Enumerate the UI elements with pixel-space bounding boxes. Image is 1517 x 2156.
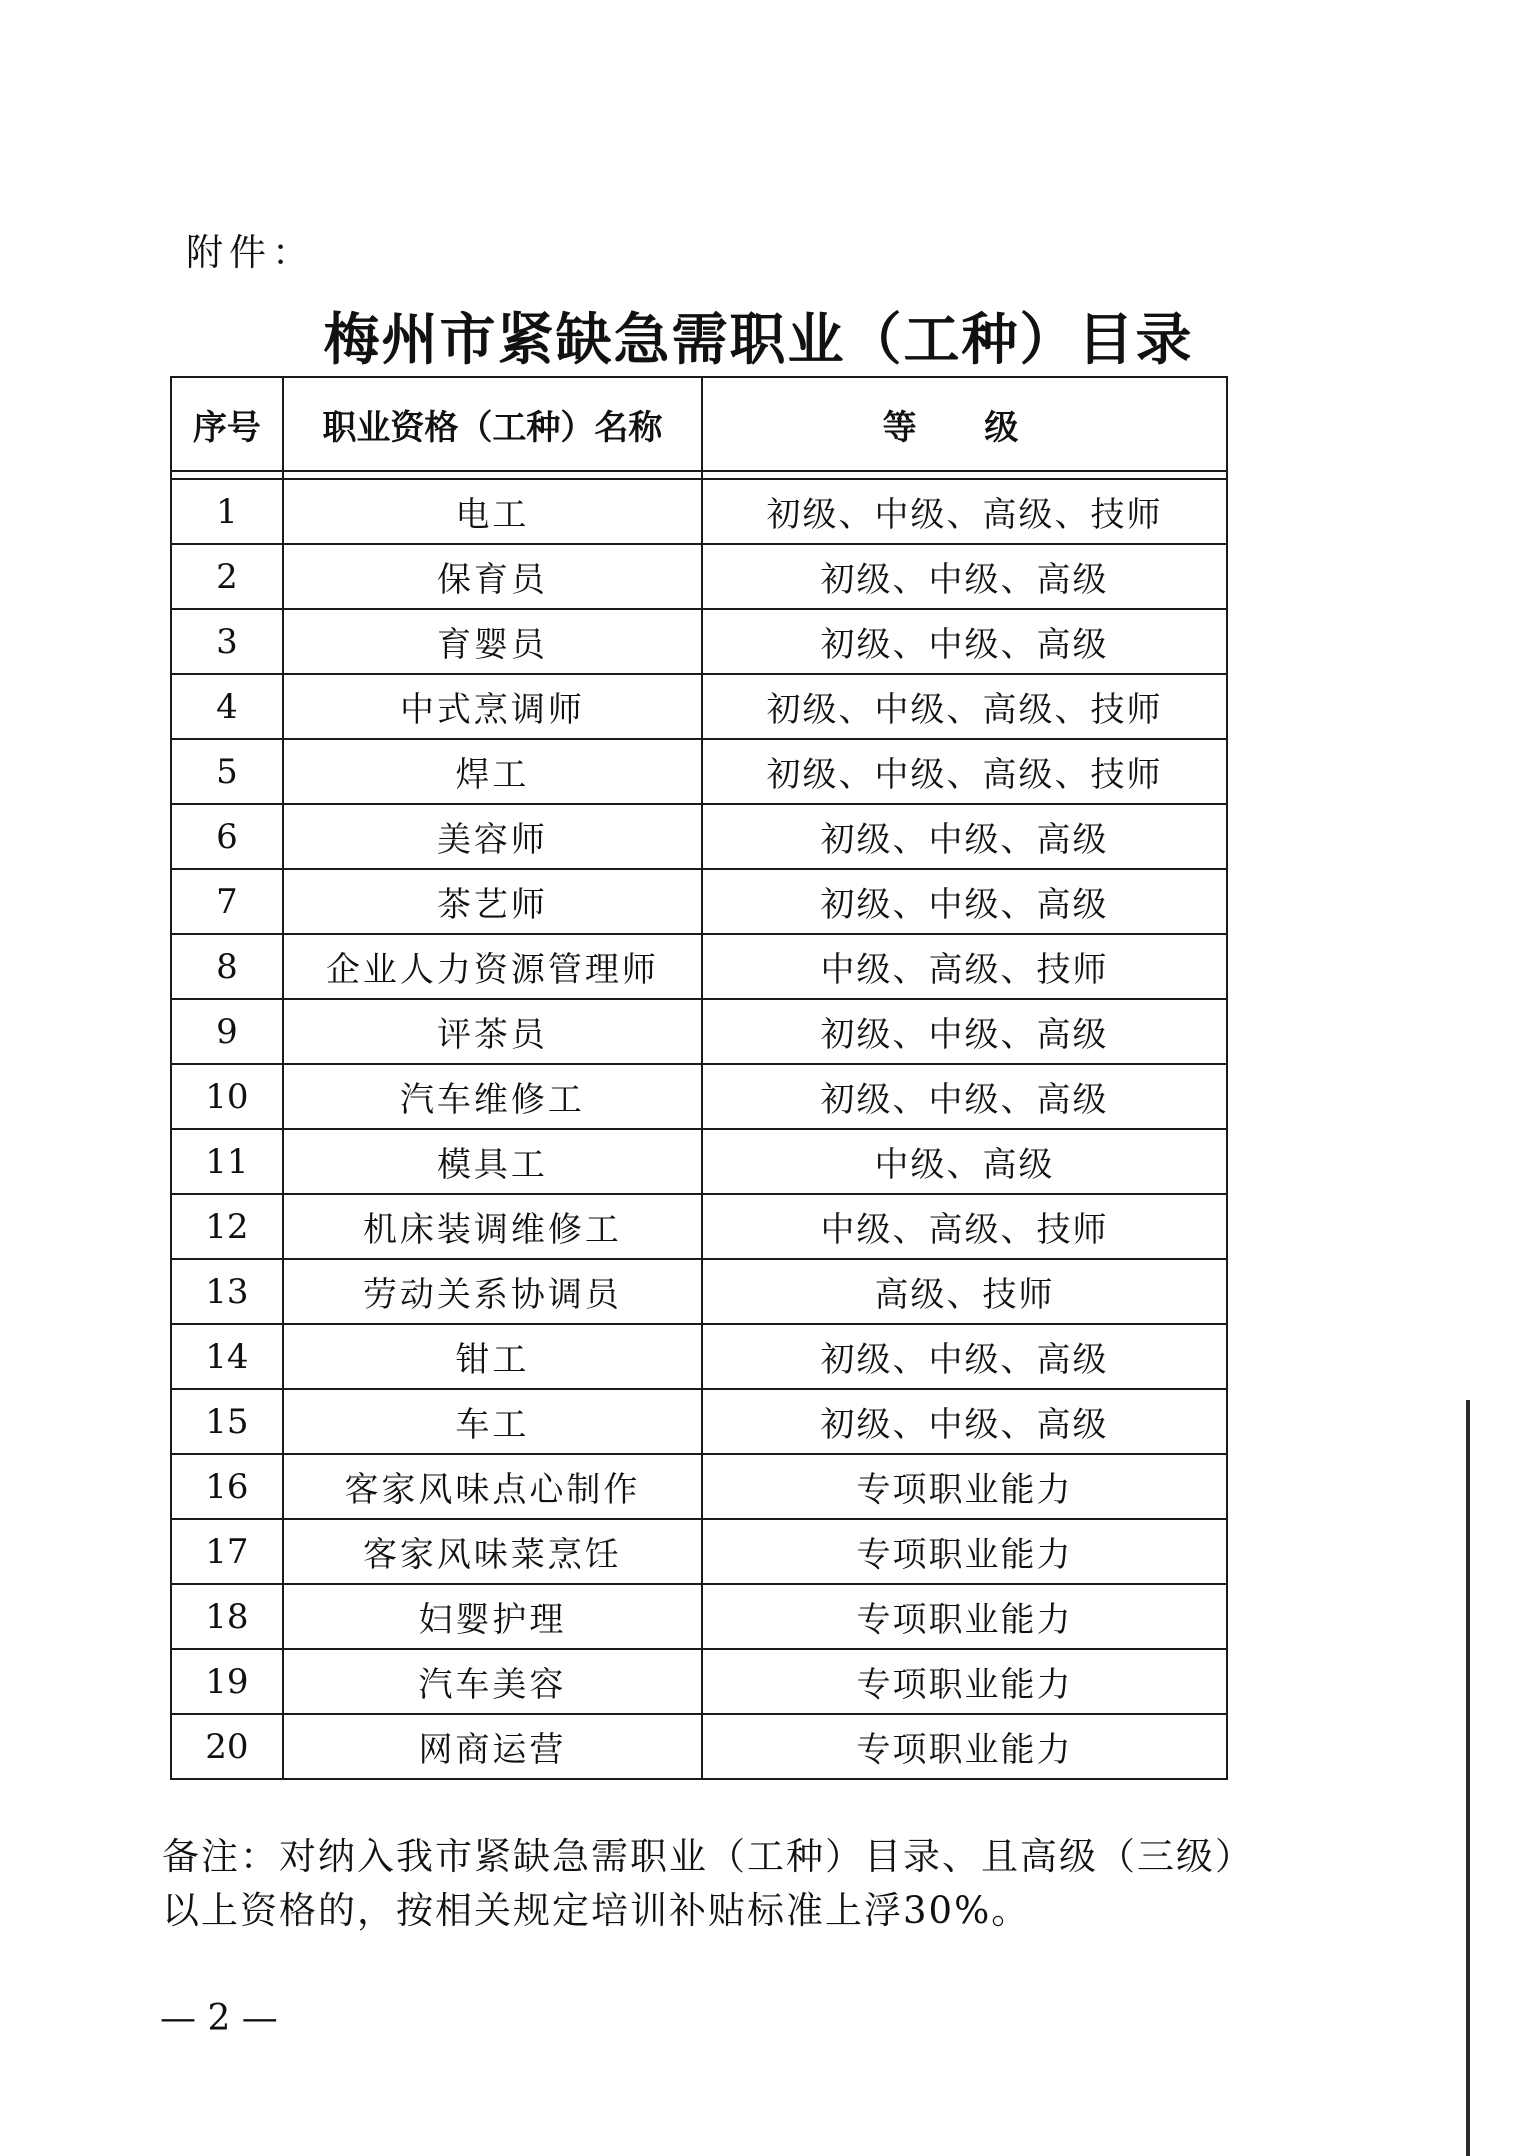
document-title: 梅州市紧缺急需职业（工种）目录 [323, 307, 1194, 373]
table-row [171, 544, 1227, 609]
cell-level: 专项职业能力 [702, 1649, 1227, 1714]
cell-no: 7 [171, 869, 283, 934]
cell-name: 妇婴护理 [283, 1584, 702, 1649]
occupation-table [170, 376, 1228, 1780]
table-header-row [171, 377, 1227, 471]
cell-no: 12 [171, 1194, 283, 1259]
cell-no: 1 [171, 479, 283, 544]
cell-level: 初级、中级、高级 [702, 1324, 1227, 1389]
cell-no: 3 [171, 609, 283, 674]
footnote: 备注：对纳入我市紧缺急需职业（工种）目录、且高级（三级）以上资格的，按相关规定培训补贴标准上浮30%。 [162, 1835, 1254, 1932]
table-row [171, 1454, 1227, 1519]
cell-level: 初级、中级、高级 [702, 544, 1227, 609]
scan-edge-line [1466, 1400, 1470, 2156]
cell-name: 机床装调维修工 [283, 1194, 702, 1259]
table-row [171, 1389, 1227, 1454]
cell-level: 初级、中级、高级、技师 [702, 674, 1227, 739]
cell-no: 9 [171, 999, 283, 1064]
cell-name: 汽车维修工 [283, 1064, 702, 1129]
table-row [171, 609, 1227, 674]
cell-level: 专项职业能力 [702, 1519, 1227, 1584]
cell-level: 专项职业能力 [702, 1584, 1227, 1649]
table-row [171, 479, 1227, 544]
cell-level: 初级、中级、高级 [702, 999, 1227, 1064]
cell-level: 初级、中级、高级、技师 [702, 479, 1227, 544]
cell-no: 2 [171, 544, 283, 609]
cell-name: 中式烹调师 [283, 674, 702, 739]
cell-name: 客家风味点心制作 [283, 1454, 702, 1519]
cell-name: 车工 [283, 1389, 702, 1454]
header-divider [171, 471, 1227, 479]
cell-no: 20 [171, 1714, 283, 1779]
cell-no: 18 [171, 1584, 283, 1649]
table-row [171, 1649, 1227, 1714]
header-name: 职业资格（工种）名称 [283, 377, 702, 471]
cell-name: 茶艺师 [283, 869, 702, 934]
table-row [171, 739, 1227, 804]
cell-no: 17 [171, 1519, 283, 1584]
table-row [171, 934, 1227, 999]
cell-level: 初级、中级、高级 [702, 1389, 1227, 1454]
cell-no: 6 [171, 804, 283, 869]
table-row [171, 1714, 1227, 1779]
cell-name: 客家风味菜烹饪 [283, 1519, 702, 1584]
cell-level: 初级、中级、高级 [702, 609, 1227, 674]
attachment-label: 附件： [186, 231, 315, 274]
cell-no: 11 [171, 1129, 283, 1194]
cell-no: 5 [171, 739, 283, 804]
header-level: 等 级 [702, 377, 1227, 471]
cell-level: 专项职业能力 [702, 1454, 1227, 1519]
cell-name: 劳动关系协调员 [283, 1259, 702, 1324]
cell-name: 美容师 [283, 804, 702, 869]
table-row [171, 1194, 1227, 1259]
table-row [171, 869, 1227, 934]
header-no: 序号 [171, 377, 283, 471]
cell-no: 4 [171, 674, 283, 739]
cell-no: 10 [171, 1064, 283, 1129]
cell-name: 评茶员 [283, 999, 702, 1064]
cell-name: 育婴员 [283, 609, 702, 674]
cell-level: 初级、中级、高级、技师 [702, 739, 1227, 804]
table-row [171, 674, 1227, 739]
cell-name: 焊工 [283, 739, 702, 804]
cell-level: 中级、高级 [702, 1129, 1227, 1194]
table-row [171, 999, 1227, 1064]
cell-level: 高级、技师 [702, 1259, 1227, 1324]
table-row [171, 1064, 1227, 1129]
cell-name: 模具工 [283, 1129, 702, 1194]
cell-name: 保育员 [283, 544, 702, 609]
cell-no: 13 [171, 1259, 283, 1324]
cell-level: 初级、中级、高级 [702, 804, 1227, 869]
cell-name: 汽车美容 [283, 1649, 702, 1714]
cell-level: 中级、高级、技师 [702, 1194, 1227, 1259]
table-row [171, 1519, 1227, 1584]
cell-no: 15 [171, 1389, 283, 1454]
table-row [171, 1129, 1227, 1194]
cell-no: 14 [171, 1324, 283, 1389]
cell-level: 初级、中级、高级 [702, 1064, 1227, 1129]
cell-level: 初级、中级、高级 [702, 869, 1227, 934]
cell-name: 网商运营 [283, 1714, 702, 1779]
cell-no: 19 [171, 1649, 283, 1714]
cell-name: 钳工 [283, 1324, 702, 1389]
table-row [171, 1584, 1227, 1649]
cell-no: 16 [171, 1454, 283, 1519]
table-row [171, 1324, 1227, 1389]
table-row [171, 1259, 1227, 1324]
cell-no: 8 [171, 934, 283, 999]
cell-level: 专项职业能力 [702, 1714, 1227, 1779]
table-row [171, 804, 1227, 869]
cell-level: 中级、高级、技师 [702, 934, 1227, 999]
cell-name: 企业人力资源管理师 [283, 934, 702, 999]
page-number: — 2 — [160, 1998, 278, 2039]
cell-name: 电工 [283, 479, 702, 544]
table-body [171, 479, 1227, 1779]
